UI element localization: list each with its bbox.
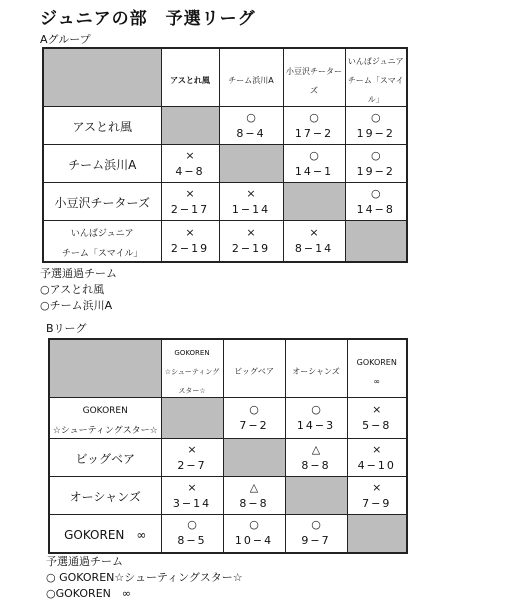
column-header: オーシャンズ <box>285 339 347 398</box>
result-cell: × 8−14 <box>283 221 345 263</box>
result-cell: × 2−19 <box>161 221 219 263</box>
result-cell: × 4−8 <box>161 145 219 183</box>
page-title: ジュニアの部 予選リーグ <box>40 9 256 29</box>
group-b-label: Bリーグ <box>46 322 87 335</box>
result-cell: × 4−10 <box>347 439 407 477</box>
row-header: GOKOREN ∞ <box>49 515 161 553</box>
row-header: いんばジュニア チーム「スマイル」 <box>43 221 161 263</box>
self-match-cell <box>161 107 219 145</box>
result-cell: ○ 7−2 <box>223 398 285 439</box>
corner-cell <box>49 339 161 398</box>
row-header: オーシャンズ <box>49 477 161 515</box>
column-header: GOKOREN ∞ <box>347 339 407 398</box>
group-b-table <box>48 338 408 554</box>
self-match-cell <box>223 439 285 477</box>
self-match-cell <box>219 145 283 183</box>
column-header: GOKOREN ☆シューティングスター☆ <box>161 339 223 398</box>
group-b-qualifiers-title: 予選通過チーム <box>46 555 123 568</box>
result-cell: × 2−19 <box>219 221 283 263</box>
self-match-cell <box>161 398 223 439</box>
result-cell: ○ 19−2 <box>345 107 407 145</box>
group-a-qualifier: ○チーム浜川A <box>40 299 113 312</box>
column-header: アスとれ風 <box>161 48 219 107</box>
result-cell: ○ 8−4 <box>219 107 283 145</box>
group-b-qualifier: ○GOKOREN ∞ <box>46 587 132 600</box>
result-cell: ○ 14−3 <box>285 398 347 439</box>
result-cell: △ 8−8 <box>223 477 285 515</box>
row-header: チーム浜川A <box>43 145 161 183</box>
result-cell: × 7−9 <box>347 477 407 515</box>
row-header: GOKOREN ☆シューティングスター☆ <box>49 398 161 439</box>
group-b-qualifier: ○ GOKOREN☆シューティングスター☆ <box>46 571 243 584</box>
column-header: チーム浜川A <box>219 48 283 107</box>
result-cell: × 2−17 <box>161 183 219 221</box>
result-cell: ○ 19−2 <box>345 145 407 183</box>
result-cell: × 3−14 <box>161 477 223 515</box>
row-header: アスとれ風 <box>43 107 161 145</box>
group-a-table <box>42 47 408 263</box>
self-match-cell <box>285 477 347 515</box>
self-match-cell <box>345 221 407 263</box>
result-cell: ○ 8−5 <box>161 515 223 553</box>
result-cell: ○ 14−1 <box>283 145 345 183</box>
result-cell: ○ 17−2 <box>283 107 345 145</box>
result-cell: × 5−8 <box>347 398 407 439</box>
group-a-qualifier: ○アスとれ風 <box>40 283 105 296</box>
group-a-label: Aグループ <box>40 33 91 46</box>
row-header: 小豆沢チーターズ <box>43 183 161 221</box>
result-cell: △ 8−8 <box>285 439 347 477</box>
result-cell: × 2−7 <box>161 439 223 477</box>
column-header: 小豆沢チーターズ <box>283 48 345 107</box>
result-cell: × 1−14 <box>219 183 283 221</box>
self-match-cell <box>283 183 345 221</box>
row-header: ビッグベア <box>49 439 161 477</box>
result-cell: ○ 14−8 <box>345 183 407 221</box>
corner-cell <box>43 48 161 107</box>
result-cell: ○ 9−7 <box>285 515 347 553</box>
column-header: ビッグベア <box>223 339 285 398</box>
column-header: いんばジュニアチーム「スマイル」 <box>345 48 407 107</box>
group-a-qualifiers-title: 予選通過チーム <box>40 267 117 280</box>
result-cell: ○ 10−4 <box>223 515 285 553</box>
self-match-cell <box>347 515 407 553</box>
